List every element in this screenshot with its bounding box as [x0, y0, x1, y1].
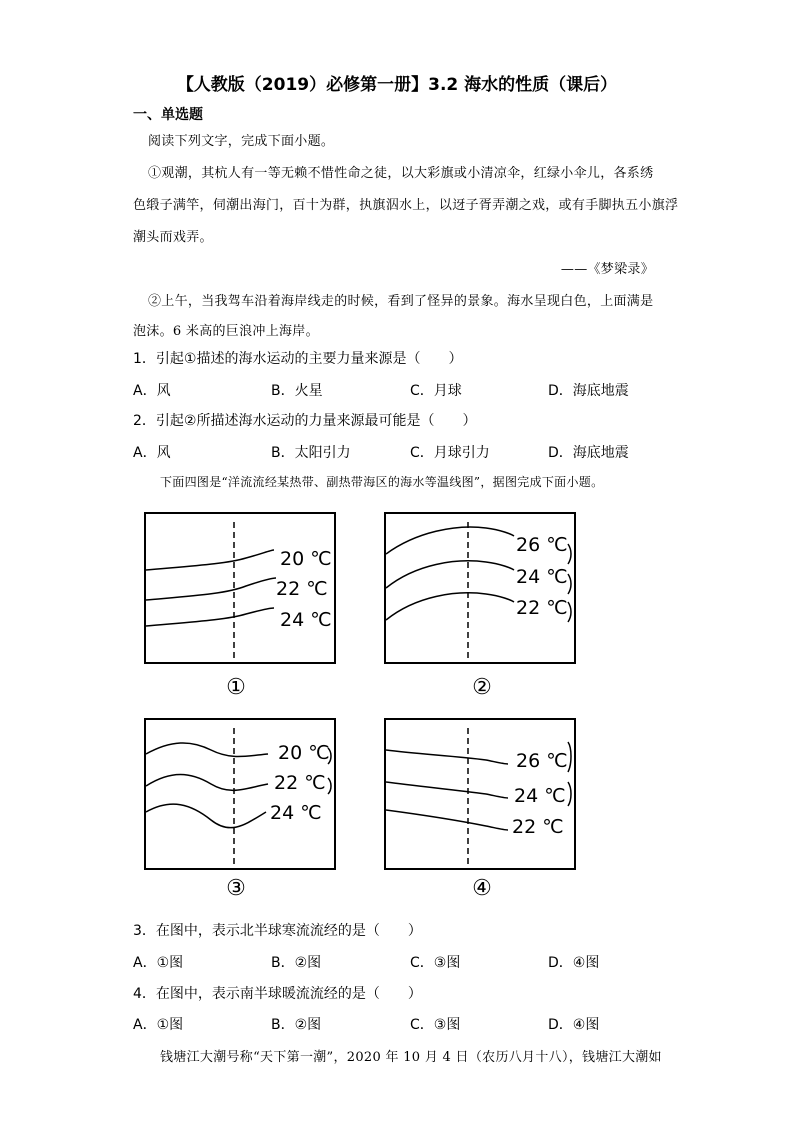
passage-source: ——《梦梁录》: [560, 262, 654, 277]
passage-1-line-2: 色缎子满竿，伺潮出海门，百十为群，执旗泅水上，以迓子胥弄潮之戏，或有手脚执五小旗浮: [133, 198, 679, 213]
figure-1-temp-1: 20 ℃: [280, 548, 332, 570]
figure-1-temp-3: 24 ℃: [280, 609, 332, 631]
figure-2-label: ②: [472, 675, 492, 700]
q1-option-d[interactable]: D．海底地震: [548, 383, 629, 399]
question-3: 3．在图中，表示北半球寒流流经的是（ ）: [133, 923, 422, 939]
section-heading: 一、单选题: [133, 107, 203, 123]
q2-option-a[interactable]: A．风: [133, 445, 171, 461]
q3-option-c[interactable]: C．③图: [410, 955, 461, 971]
q3-option-d[interactable]: D．④图: [548, 955, 600, 971]
question-4: 4．在图中，表示南半球暖流流经的是（ ）: [133, 986, 422, 1002]
figure-3-temp-1: 20 ℃: [278, 742, 330, 764]
q3-option-a[interactable]: A．①图: [133, 955, 184, 971]
figure-intro: 下面四图是“洋流流经某热带、副热带海区的海水等温线图”，据图完成下面小题。: [160, 475, 604, 489]
question-2: 2．引起②所描述海水运动的力量来源最可能是（ ）: [133, 413, 477, 429]
figure-2-temp-1: 26 ℃: [516, 534, 568, 556]
figure-2-temp-3: 22 ℃: [516, 597, 568, 619]
q4-option-a[interactable]: A．①图: [133, 1017, 184, 1033]
figure-4-temp-3: 22 ℃: [512, 816, 564, 838]
q1-option-a[interactable]: A．风: [133, 383, 171, 399]
q2-option-c[interactable]: C．月球引力: [410, 445, 490, 461]
isotherm-figure-4: [384, 718, 576, 870]
page-title: 【人教版（2019）必修第一册】3.2 海水的性质（课后）: [176, 75, 618, 95]
figure-4-temp-1: 26 ℃: [516, 750, 568, 772]
figure-2-temp-2: 24 ℃: [516, 566, 568, 588]
figure-3-temp-2: 22 ℃: [274, 772, 326, 794]
figure-3-temp-3: 24 ℃: [270, 802, 322, 824]
figure-4-label: ④: [472, 876, 492, 901]
figure-1-temp-2: 22 ℃: [276, 578, 328, 600]
figure-4-temp-2: 24 ℃: [514, 785, 566, 807]
q4-option-d[interactable]: D．④图: [548, 1017, 600, 1033]
footer-passage: 钱塘江大潮号称“天下第一潮”，2020 年 10 月 4 日（农历八月十八），钱塘江大潮如: [160, 1050, 662, 1065]
q2-option-d[interactable]: D．海底地震: [548, 445, 629, 461]
q1-option-b[interactable]: B．火星: [271, 383, 323, 399]
isotherm-figure-1: [144, 512, 336, 664]
passage-1-line-3: 潮头而戏弄。: [133, 230, 213, 245]
reading-intro: 阅读下列文字，完成下面小题。: [148, 134, 335, 149]
isotherm-figure-3: [144, 718, 336, 870]
q3-option-b[interactable]: B．②图: [271, 955, 322, 971]
q4-option-c[interactable]: C．③图: [410, 1017, 461, 1033]
figure-1-label: ①: [226, 675, 246, 700]
question-1: 1．引起①描述的海水运动的主要力量来源是（ ）: [133, 351, 463, 367]
passage-2-line-1: ②上午，当我驾车沿着海岸线走的时候，看到了怪异的景象。海水呈现白色，上面满是: [148, 294, 654, 309]
isotherm-figure-2: [384, 512, 576, 664]
passage-2-line-2: 泡沫。6 米高的巨浪冲上海岸。: [133, 324, 319, 339]
passage-1-line-1: ①观潮，其杭人有一等无赖不惜性命之徒，以大彩旗或小清凉伞，红绿小伞儿，各系绣: [148, 166, 654, 181]
q1-option-c[interactable]: C．月球: [410, 383, 462, 399]
q4-option-b[interactable]: B．②图: [271, 1017, 322, 1033]
figure-3-label: ③: [226, 876, 246, 901]
q2-option-b[interactable]: B．太阳引力: [271, 445, 351, 461]
